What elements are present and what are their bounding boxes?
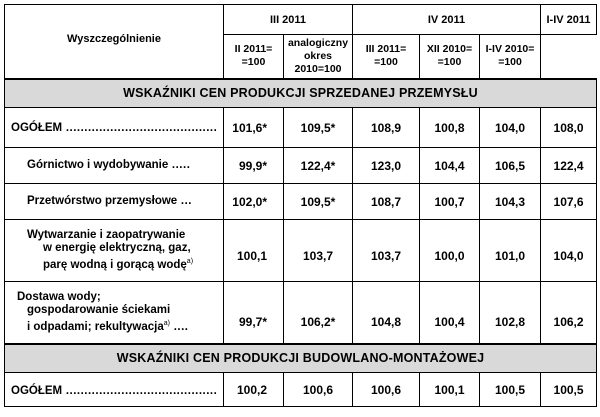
value-cell: 106,5 — [480, 148, 541, 184]
table-row — [5, 108, 597, 148]
row-label-dots: ......................................... — [62, 385, 218, 397]
value-cell: 102,0* — [224, 184, 284, 220]
row-label — [5, 148, 224, 184]
value-cell: 108,0 — [541, 108, 597, 148]
row-label-line — [27, 255, 223, 272]
table-row — [5, 373, 597, 407]
value-cell: 103,7 — [284, 220, 353, 282]
row-label-line-text: parę wodną i gorącą wodę — [43, 258, 187, 271]
value-cell: 109,5* — [284, 184, 353, 220]
value-cell: 104,0 — [541, 220, 597, 282]
header-wyszczegolnienie: Wyszczególnienie — [5, 5, 224, 79]
header-sub-line1: analogiczny okres — [287, 36, 349, 62]
row-label-dots: ..... — [168, 159, 191, 171]
section-title-budownictwo: WSKAŹNIKI CEN PRODUKCJI BUDOWLANO-MONTAŻOWEJ — [5, 344, 597, 373]
value-cell: 99,7* — [224, 282, 284, 344]
header-group-i-iv-2011: I-IV 2011 — [541, 5, 597, 35]
header-sub-line2: =100 — [437, 56, 462, 69]
value-cell: 104,4 — [420, 148, 480, 184]
value-cell: 101,0 — [480, 220, 541, 282]
row-label-dots: .... — [170, 320, 189, 333]
table-row — [5, 282, 597, 344]
row-label-line — [17, 304, 223, 317]
value-cell: 106,2* — [284, 282, 353, 344]
header-sub-line1: XII 2010= — [426, 43, 473, 56]
row-label-text: OGÓŁEM — [11, 385, 63, 397]
value-cell: 109,5* — [284, 108, 353, 148]
value-cell: 104,0 — [480, 108, 541, 148]
table-row — [5, 220, 597, 282]
value-cell: 103,7 — [353, 220, 420, 282]
header-sub-iii-2011 — [353, 35, 420, 79]
value-cell: 100,8 — [420, 108, 480, 148]
value-cell: 104,3 — [480, 184, 541, 220]
header-group-iv-2011: IV 2011 — [353, 5, 541, 35]
row-label — [5, 108, 224, 148]
row-label — [5, 220, 224, 282]
value-cell: 100,1 — [420, 373, 480, 407]
header-sub-line2: =100 — [241, 56, 266, 69]
row-label-text: Przetwórstwo przemysłowe — [27, 195, 178, 207]
value-cell: 123,0 — [353, 148, 420, 184]
table-row — [5, 184, 597, 220]
value-cell: 100,0 — [420, 220, 480, 282]
price-index-table — [4, 4, 597, 407]
value-cell: 100,4 — [420, 282, 480, 344]
header-sub-line2: 2010=100 — [294, 62, 342, 75]
header-sub-line1: III 2011= — [365, 43, 407, 56]
row-label-line: Dostawa wody; — [17, 290, 101, 303]
value-cell: 108,9 — [353, 108, 420, 148]
section-title-przemysl: WSKAŹNIKI CEN PRODUKCJI SPRZEDANEJ PRZEMYSŁU — [5, 79, 597, 108]
row-label-text: Górnictwo i wydobywanie — [27, 159, 169, 171]
row-label-text: OGÓŁEM — [11, 122, 63, 134]
header-sub-line2: =100 — [374, 56, 398, 69]
value-cell: 100,5 — [480, 373, 541, 407]
row-label-dots: ......................................... — [62, 122, 218, 134]
value-cell: 99,9* — [224, 148, 284, 184]
header-sub-i-iv-2010 — [480, 35, 541, 79]
value-cell: 122,4 — [541, 148, 597, 184]
row-label-line-text: i odpadami; rekultywacja — [27, 320, 164, 333]
header-sub-line1: II 2011= — [234, 43, 273, 56]
footnote-marker: a) — [163, 319, 170, 327]
footnote-marker: a) — [186, 258, 194, 266]
row-label — [5, 282, 224, 344]
row-label-line-text: w energię elektryczną, gaz, — [43, 242, 191, 255]
value-cell: 122,4* — [284, 148, 353, 184]
value-cell: 100,6 — [284, 373, 353, 407]
value-cell: 100,1 — [224, 220, 284, 282]
value-cell: 104,8 — [353, 282, 420, 344]
header-sub-ii-2011 — [224, 35, 284, 79]
row-label-line-text: gospodarowanie ściekami — [27, 303, 171, 316]
row-label — [5, 184, 224, 220]
value-cell: 100,2 — [224, 373, 284, 407]
header-sub-line2: =100 — [498, 56, 522, 69]
header-sub-xii-2010 — [420, 35, 480, 79]
value-cell: 101,6* — [224, 108, 284, 148]
table-row — [5, 148, 597, 184]
value-cell: 102,8 — [480, 282, 541, 344]
value-cell: 108,7 — [353, 184, 420, 220]
value-cell: 100,5 — [541, 373, 597, 407]
header-sub-analogiczny — [284, 35, 353, 79]
row-label-line — [17, 317, 223, 334]
value-cell: 107,6 — [541, 184, 597, 220]
row-label-dots: ... — [177, 195, 192, 207]
row-label-line — [27, 242, 223, 255]
value-cell: 100,7 — [420, 184, 480, 220]
header-group-iii-2011: III 2011 — [224, 5, 353, 35]
row-label — [5, 373, 224, 407]
header-sub-line1: I-IV 2010= — [485, 43, 535, 56]
value-cell: 106,2 — [541, 282, 597, 344]
row-label-line: Wytwarzanie i zaopatrywanie — [27, 229, 186, 242]
value-cell: 100,6 — [353, 373, 420, 407]
